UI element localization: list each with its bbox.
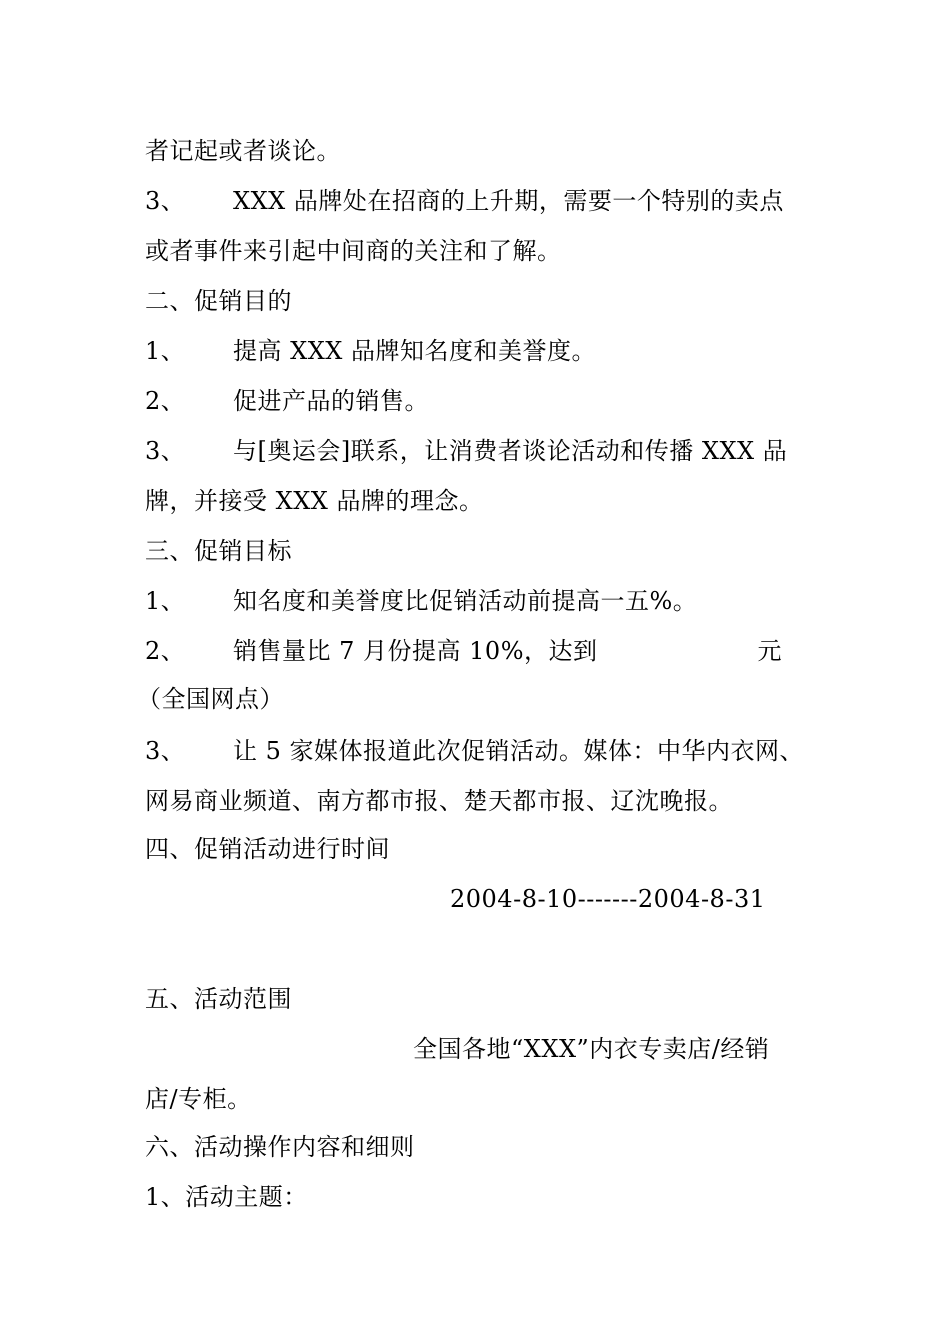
item-number: 1、: [145, 587, 186, 615]
section-heading: 二、促销目的: [145, 287, 292, 315]
text-line: 全国各地“XXX”内衣专卖店/经销: [413, 1035, 770, 1063]
item-number: 3、: [145, 437, 186, 465]
item-number: 2、: [145, 637, 186, 665]
numbered-item: [145, 586, 697, 616]
numbered-item: [145, 336, 596, 366]
item-number: 1、: [145, 337, 186, 365]
item-text: 销售量比 7 月份提高 10%，达到: [233, 637, 598, 665]
numbered-item: [145, 736, 804, 766]
text-line: 者记起或者谈论。: [145, 137, 341, 165]
section-heading: 四、促销活动进行时间: [145, 835, 390, 863]
text-line: 牌，并接受 XXX 品牌的理念。: [145, 487, 484, 515]
section-heading: 六、活动操作内容和细则: [145, 1133, 415, 1161]
numbered-item: [145, 436, 787, 466]
item-number: 2、: [145, 387, 186, 415]
section-heading: 五、活动范围: [145, 985, 292, 1013]
item-text: XXX 品牌处在招商的上升期，需要一个特别的卖点: [233, 187, 784, 215]
item-text: 与[奥运会]联系，让消费者谈论活动和传播 XXX 品: [233, 437, 788, 465]
numbered-item: [145, 636, 782, 666]
item-number: 3、: [145, 187, 186, 215]
item-text: 知名度和美誉度比促销活动前提高一五%。: [233, 587, 698, 615]
item-text: 促进产品的销售。: [233, 387, 429, 415]
numbered-item: [145, 386, 429, 416]
item-tail: 元: [757, 637, 782, 665]
item-number: 3、: [145, 737, 186, 765]
text-line: 网易商业频道、南方都市报、楚天都市报、辽沈晚报。: [145, 787, 733, 815]
text-line: 或者事件来引起中间商的关注和了解。: [145, 237, 562, 265]
text-line: 店/专柜。: [145, 1085, 252, 1113]
subsection-heading: 1、活动主题：: [145, 1183, 308, 1211]
numbered-item: [145, 186, 784, 216]
item-text: 提高 XXX 品牌知名度和美誉度。: [233, 337, 597, 365]
section-heading: 三、促销目标: [145, 537, 292, 565]
date-range: 2004-8-10-------2004-8-31: [450, 885, 766, 913]
text-line: （全国网点）: [137, 685, 284, 713]
item-text: 让 5 家媒体报道此次促销活动。媒体：中华内衣网、: [233, 737, 805, 765]
